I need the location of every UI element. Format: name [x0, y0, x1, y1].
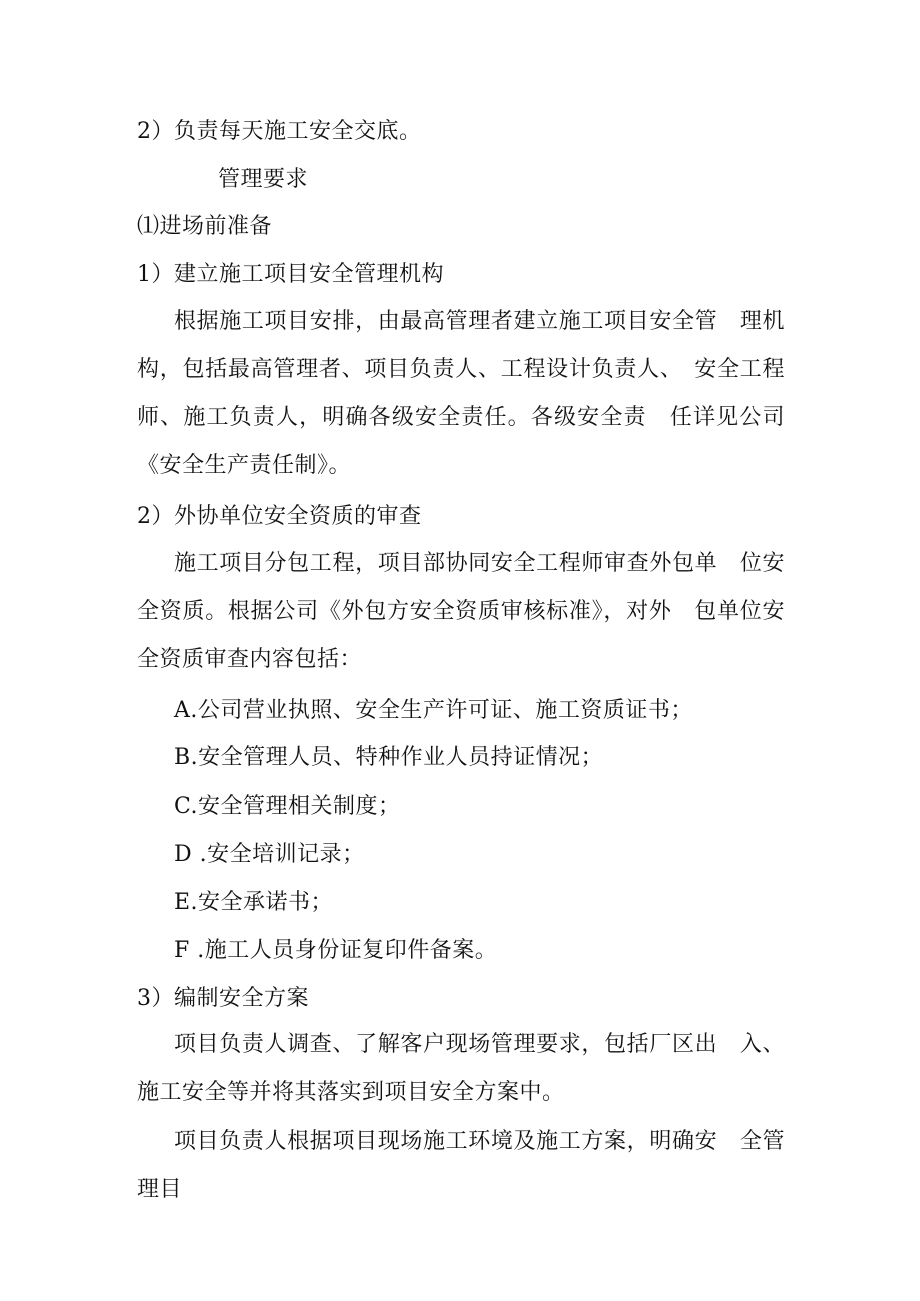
paragraph-text: 根据施工项目安排，由最高管理者建立施工项目安全管 理机构，包括最高管理者、项目负责人、工程设计负责人、 安全工程师、施工负责人，明确各级安全责任。各级安全责 任详见公司《安全生产责任制》。 [137, 309, 785, 478]
subsection-heading: ⑴进场前准备 [137, 214, 273, 239]
paragraph [137, 540, 785, 684]
list-item: B.安全管理人员、特种作业人员持证情况； [174, 745, 604, 770]
paragraph-text: 施工项目分包工程，项目部协同安全工程师审查外包单 位安全资质。根据公司《外包方安全资质审核标准》，对外 包单位安全资质审查内容包括： [137, 551, 785, 672]
item-heading: 1）建立施工项目安全管理机构 [137, 262, 444, 287]
list-item: D .安全培训记录； [174, 842, 365, 867]
item-heading: 2）外协单位安全资质的审查 [137, 504, 422, 529]
list-item: E.安全承诺书； [174, 890, 334, 915]
list-item: A.公司营业执照、安全生产许可证、施工资质证书； [174, 698, 693, 723]
section-heading: 管理要求 [218, 167, 309, 192]
paragraph [137, 1118, 785, 1214]
list-item: C.安全管理相关制度； [174, 794, 401, 819]
paragraph-text: 项目负责人调查、了解客户现场管理要求，包括厂区出 入、施工安全等并将其落实到项目安全方案中。 [137, 1032, 785, 1105]
paragraph [137, 298, 785, 490]
paragraph-text: 项目负责人根据项目现场施工环境及施工方案，明确安 全管理目 [137, 1129, 785, 1202]
paragraph [137, 1021, 785, 1117]
list-item: F .施工人员身份证复印件备案。 [174, 938, 498, 963]
item-heading: 3）编制安全方案 [137, 986, 309, 1011]
text-line: 2）负责每天施工安全交底。 [137, 119, 422, 144]
